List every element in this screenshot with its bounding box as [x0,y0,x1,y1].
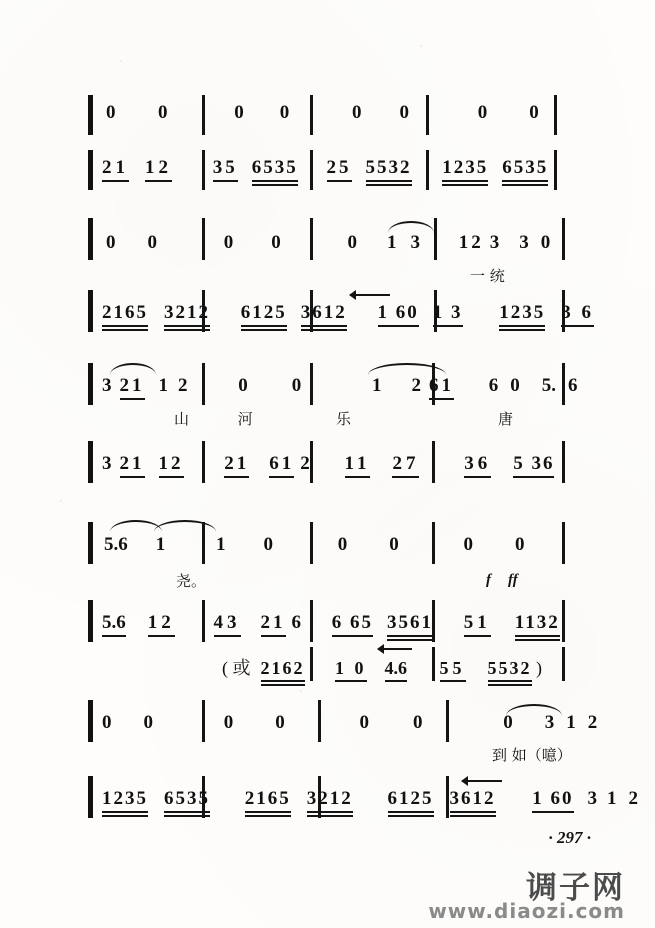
system-bracket [88,218,93,260]
lyric-text: 尧。 [176,572,207,590]
system-bracket [88,150,93,190]
lyric-text: 山 河 [174,410,275,428]
lyric-text: 到 如（噫） [492,746,572,764]
system-bracket [88,600,93,642]
lyric-text: 乐 [336,410,352,428]
lower-voice-notes-4: 5.6 12 43 21 6 6 65 3561 51 1132 [102,612,560,633]
watermark-site-url: www.diaozi.com [428,899,625,923]
system-bracket [88,441,93,483]
system-bracket [88,363,93,405]
ossia-notes-4: ( 或 2162 1 0 4.6 55 5532 ) [222,658,542,678]
paper-speckle [300,690,302,692]
system-bracket [88,700,93,742]
page-number: · 297 · [548,828,591,847]
barline [554,150,557,190]
slur [154,520,216,532]
system-bracket [88,95,93,135]
upper-voice-notes-2: 0 0 0 0 0 1 3 12 3 3 0 [106,232,551,253]
barline [562,441,565,483]
upper-voice-notes-5: 0 0 0 0 0 0 0 3 1 2 [102,712,598,733]
paper-speckle [420,45,422,47]
dynamic-marking-ff: ff [508,572,518,588]
upper-voice-notes-1: 0 0 0 0 0 0 0 0 [106,102,539,123]
dynamic-marking-f: f [486,572,491,588]
watermark-site-name: 调子网 [526,870,625,906]
barline [562,600,565,642]
barline [562,522,565,564]
slur [110,363,156,375]
phrase-arrow [462,780,502,782]
barline [562,647,565,681]
paper-speckle [60,500,62,502]
lower-voice-notes-5: 1235 6535 2165 3212 6125 3612 1 60 3 1 2 [102,788,638,809]
lower-voice-notes-3: 3 21 12 21 61 2 11 27 36 5 36 [102,453,555,474]
lyric-text: 唐 [498,410,514,428]
barline [554,95,557,135]
upper-voice-notes-3: 3 21 1 2 0 0 1 2 61 6 0 5. 6 [102,375,578,396]
lower-voice-notes-1: 21 12 35 6535 25 5532 1235 6535 [102,157,549,178]
paper-speckle [120,60,122,62]
system-bracket [88,290,93,332]
phrase-arrow [378,648,412,650]
barline [562,218,565,260]
phrase-arrow [350,294,390,296]
lower-voice-notes-2: 2165 3212 6125 3612 1 60 1 3 1235 3 6 [102,302,594,323]
lyric-text: 一 统 [470,267,505,285]
system-bracket [88,776,93,818]
upper-voice-notes-4: 5.6 1 1 0 0 0 0 0 [104,534,525,555]
system-bracket [88,522,93,564]
